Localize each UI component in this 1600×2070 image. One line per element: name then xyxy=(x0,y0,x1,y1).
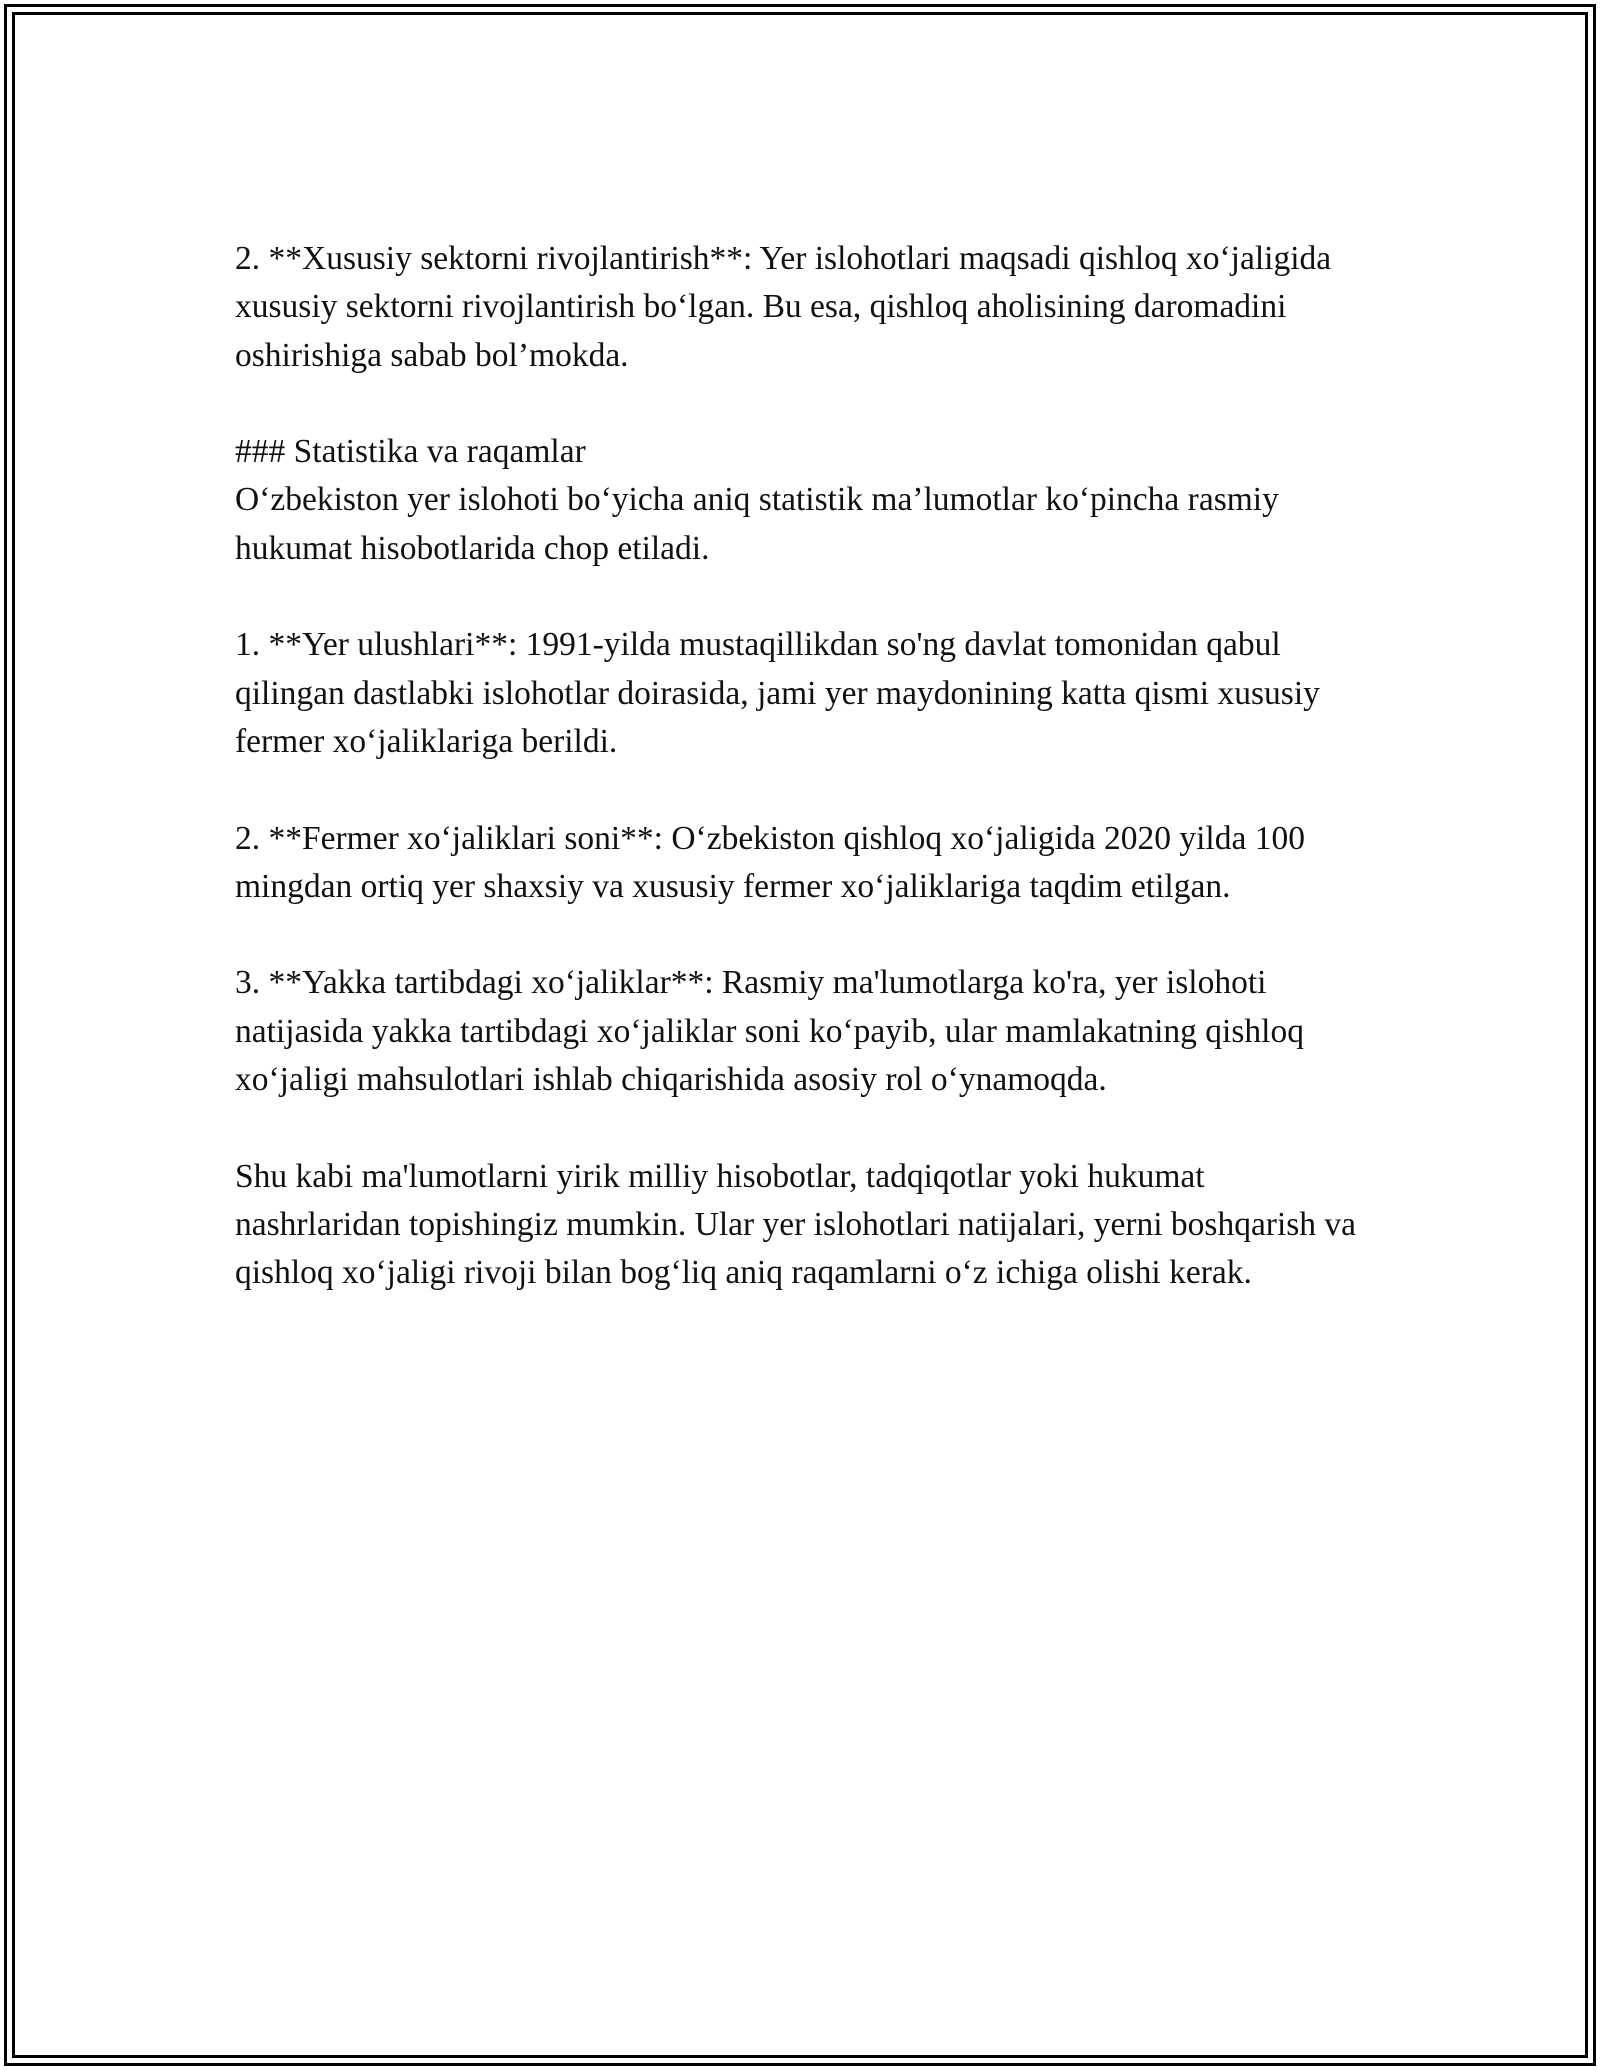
paragraph-statistics-intro: O‘zbekiston yer islohoti bo‘yicha aniq statistik ma’lumotlar ko‘pincha rasmiy hukumat hisobotlarida chop etiladi. xyxy=(235,481,1279,567)
document-body xyxy=(235,235,1365,1298)
list-item-farm-count: 2. **Fermer xo‘jaliklari soni**: O‘zbekiston qishloq xo‘jaligida 2020 yilda 100 mingdan ortiq yer shaxsiy va xususiy fermer xo‘jaliklariga taqdim etilgan. xyxy=(235,819,1305,905)
list-item-land-shares: 1. **Yer ulushlari**: 1991-yilda mustaqillikdan so'ng davlat tomonidan qabul qilingan dastlabki islohotlar doirasida, jami yer maydonining katta qismi xususiy fermer xo‘jaliklariga berildi. xyxy=(235,626,1320,760)
paragraph-conclusion: Shu kabi ma'lumotlarni yirik milliy hisobotlar, tadqiqotlar yoki hukumat nashrlaridan topishingiz mumkin. Ular yer islohotlari natijalari, yerni boshqarish va qishloq xo‘jaligi rivoji bilan bog‘liq aniq raqamlarni o‘z ichiga olishi kerak. xyxy=(235,1157,1357,1292)
paragraph-private-sector: 2. **Xususiy sektorni rivojlantirish**: Yer islohotlari maqsadi qishloq xo‘jaligida xususiy sektorni rivojlantirish bo‘lgan. Bu esa, qishloq aholisining daromadini oshirishiga sabab bol’mokda. xyxy=(235,240,1332,374)
section-heading-statistics: ### Statistika va raqamlar xyxy=(235,433,586,471)
list-item-individual-farms: 3. **Yakka tartibdagi xo‘jaliklar**: Rasmiy ma'lumotlarga ko'ra, yer islohoti natijasida yakka tartibdagi xo‘jaliklar soni ko‘payib, ular mamlakatning qishloq xo‘jaligi mahsulotlari ishlab chiqarishida asosiy rol o‘ynamoqda. xyxy=(235,964,1304,1099)
